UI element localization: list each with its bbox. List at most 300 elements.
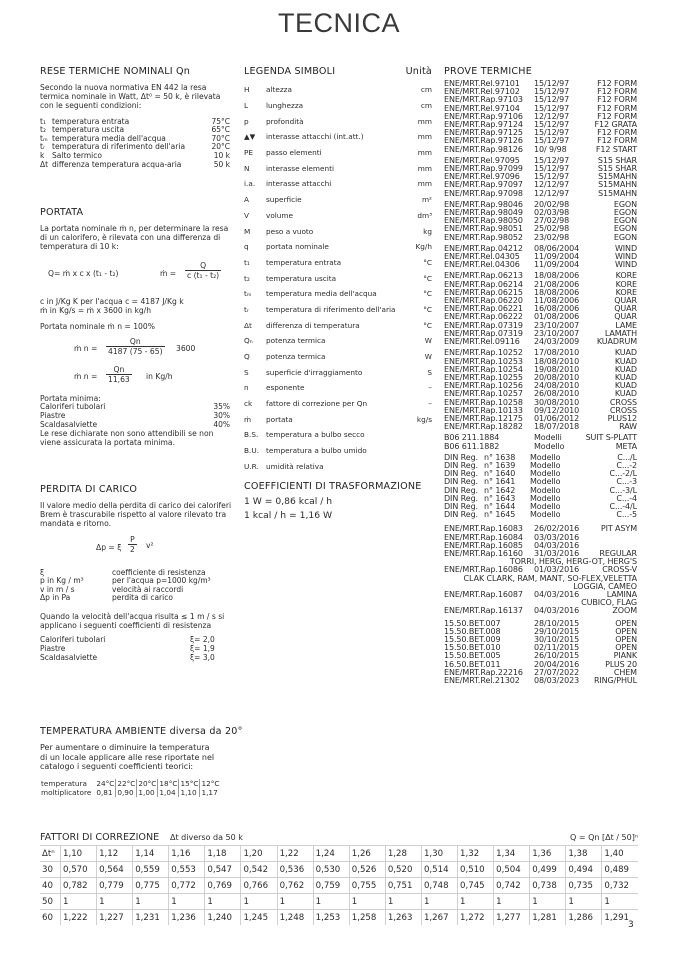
report-model: KUAD: [614, 389, 637, 399]
note-line: applicano i seguenti coefficienti di resistenza: [40, 621, 212, 631]
legenda-unit: m²: [421, 195, 432, 205]
fattori-dt: 30: [40, 862, 61, 878]
report-id: ENE/MRT.Rap.98126: [444, 144, 523, 154]
legenda-row: [244, 176, 432, 192]
portata-intro: [40, 224, 240, 252]
legenda-unit: dm³: [417, 210, 432, 220]
report-model: KORE: [615, 287, 637, 297]
report-date: 26/08/2010: [534, 389, 580, 399]
legenda-label: temperatura a bulbo secco: [266, 430, 365, 440]
report-date: 10/ 9/98: [534, 144, 567, 154]
fattori-cell: 0,748: [421, 878, 457, 894]
din-number: n° 1638: [484, 452, 516, 462]
symbol: t₁: [40, 116, 46, 126]
legenda-label: umidità relativa: [266, 461, 324, 471]
report-model: RING/PHUL: [593, 676, 637, 686]
fattori-corner: Δtⁿ: [40, 846, 61, 862]
fattori-cell: 0,769: [205, 878, 241, 894]
report-date: 30/10/2015: [534, 635, 580, 644]
report-id: ENE/MRT.Rap.97099: [444, 164, 523, 174]
denominator: 4187 (75 - 65): [108, 347, 163, 357]
formula-lhs: ṁ n =: [74, 344, 98, 354]
legenda-symbol: Q: [244, 352, 250, 362]
report-id: B06 211.1884: [444, 433, 500, 443]
fattori-col-header: 1,24: [313, 846, 349, 862]
coefficienti-section: [244, 481, 434, 523]
fattori-cell: 0,542: [241, 862, 277, 878]
legenda-row: [244, 427, 432, 443]
prove-section: [444, 66, 637, 685]
fattori-cell: 1,286: [566, 910, 602, 926]
numerator: Qn: [106, 365, 132, 375]
report-model: EGON: [613, 199, 637, 209]
legenda-unit: S: [427, 367, 432, 377]
din-model-label: Modello: [530, 460, 561, 470]
fattori-row: [40, 894, 638, 910]
value: 50 k: [213, 159, 230, 169]
numerator: Qn: [106, 337, 165, 347]
prove-group: [444, 620, 637, 686]
report-id: ENE/MRT.Rap.10133: [444, 405, 523, 415]
report-date: 20/08/2010: [534, 372, 580, 382]
prove-heading: PROVE TERMICHE: [444, 66, 532, 77]
temp-cell: 24°C: [96, 778, 115, 788]
fattori-col-header: 1,18: [205, 846, 241, 862]
prove-row: [444, 423, 637, 431]
din-model: C...-4: [616, 493, 637, 503]
report-id: 15.50.BET.009: [444, 635, 501, 644]
fattori-cell: 0,526: [349, 862, 385, 878]
report-date: 04/03/2016: [534, 589, 580, 599]
fattori-row: [40, 878, 638, 894]
legenda-label: fattore di correzione per Qn: [266, 399, 368, 409]
fattori-cell: 0,547: [205, 862, 241, 878]
report-model: F12 FORM: [597, 136, 637, 146]
din-model-label: Modello: [530, 469, 561, 479]
legenda-row: [244, 129, 432, 145]
fattori-cell: 0,553: [169, 862, 205, 878]
legenda-symbol: B.S.: [244, 430, 259, 440]
prove-group: [444, 80, 637, 154]
report-id: ENE/MRT.Rap.10254: [444, 364, 523, 374]
report-model: CROSS: [609, 397, 637, 407]
symbol: Δp in Pa: [40, 593, 71, 603]
symbol: v in m / s: [40, 584, 75, 594]
fattori-col-header: 1,28: [385, 846, 421, 862]
report-model: CROSS-V: [602, 565, 637, 575]
report-models-extra: TORRI, HERG, HERG-OT, HERG'S: [509, 557, 637, 567]
report-date: 26/10/2015: [534, 651, 580, 661]
prove-row: [444, 146, 637, 154]
legenda-symbol: L: [244, 101, 249, 111]
legenda-unit: W: [424, 352, 432, 362]
fattori-heading: FATTORI DI CORREZIONE: [40, 832, 160, 843]
report-model: KORE: [615, 279, 637, 289]
symbol: ξ: [40, 567, 45, 577]
fattori-cell: 0,514: [421, 862, 457, 878]
report-model: F12 FORM: [597, 87, 637, 97]
perdita-intro: [40, 501, 240, 529]
report-date: 18/07/2018: [534, 422, 580, 432]
report-id: ENE/MRT.Rap.97098: [444, 188, 523, 198]
legenda-symbol: n: [244, 383, 249, 393]
din-model: C...-2: [616, 460, 637, 470]
report-model: F12 FORM: [597, 103, 637, 113]
report-date: 20/04/2016: [534, 659, 580, 669]
legenda-symbol: tₘ: [244, 289, 252, 299]
report-model: F12 FORM: [597, 95, 637, 105]
value: ξ= 2,0: [190, 635, 215, 645]
label: Scaldasalviette: [40, 652, 98, 662]
legenda-label: superficie d'irraggiamento: [266, 367, 363, 377]
formula-q: Q= ṁ x c x (t₁ - t₂): [48, 268, 119, 278]
fattori-cell: 1: [277, 894, 313, 910]
report-model: KUAD: [614, 348, 637, 358]
temp-cell: 18°C: [159, 778, 178, 788]
legenda-label: temperatura uscita: [266, 273, 337, 283]
min-row: [40, 421, 230, 430]
report-date: 23/10/2007: [534, 320, 580, 330]
formula-fraction: [106, 365, 132, 384]
report-id: ENE/MRT.Rap.97125: [444, 128, 523, 138]
fattori-col-header: 1,32: [458, 846, 494, 862]
report-model: PLUS 20: [605, 659, 637, 669]
report-date: 24/08/2010: [534, 381, 580, 391]
legenda-unit: °C: [423, 320, 432, 330]
fattori-cell: 0,779: [97, 878, 133, 894]
temp-cell: 22°C: [117, 778, 136, 788]
value: 10 k: [213, 150, 230, 160]
mult-cell: 1,10: [179, 788, 200, 797]
report-model: PLUS12: [607, 413, 637, 423]
portata-section: [40, 207, 240, 448]
fattori-cell: 1: [313, 894, 349, 910]
din-number: n° 1641: [484, 477, 516, 487]
legenda-row: [244, 396, 432, 412]
legenda-unit: [413, 443, 432, 459]
mult-row: [40, 788, 221, 797]
fattori-cell: 1: [421, 894, 457, 910]
report-id: ENE/MRT.Rap.12175: [444, 413, 523, 423]
formula-fraction: [128, 535, 137, 554]
report-date: Modello: [534, 441, 565, 451]
legenda-row: [244, 98, 432, 114]
report-date: 15/12/97: [534, 164, 570, 174]
intro-line: Brem è trascurabile rispetto al valore rilevato tra: [40, 510, 227, 520]
legenda-unit: mm: [417, 116, 432, 126]
report-id: ENE/MRT.Rap.06220: [444, 296, 523, 306]
legenda-unit: cm: [420, 101, 432, 111]
report-date: 15/12/97: [534, 128, 570, 138]
report-id: ENE/MRT.Rap.97124: [444, 120, 523, 130]
din-model-label: Modello: [530, 452, 561, 462]
legenda-symbol: i.a.: [244, 179, 256, 189]
report-model: S15 SHAR: [597, 164, 637, 174]
legenda-symbol: ▲▼: [244, 132, 256, 142]
report-model: S15MAHN: [598, 188, 637, 198]
report-id: ENE/MRT.Rap.98049: [444, 208, 523, 218]
fattori-cell: 0,759: [313, 878, 349, 894]
fattori-cell: 0,775: [133, 878, 169, 894]
label: temperatura media dell'acqua: [52, 133, 166, 143]
report-id: 15.50.BET.008: [444, 626, 501, 636]
report-date: 11/09/2004: [534, 260, 580, 270]
report-date: 21/08/2006: [534, 279, 580, 289]
symbol: t₂: [40, 125, 46, 135]
report-date: 15/12/97: [534, 103, 570, 113]
c-definition: c in J/Kg K per l'acqua c = 4187 J/Kg k: [40, 296, 184, 306]
report-date: 12/12/97: [534, 111, 570, 121]
report-id: ENE/MRT.Rap.16083: [444, 524, 523, 534]
legenda-row: [244, 302, 432, 318]
legenda-label: altezza: [266, 85, 292, 95]
fattori-section: [40, 832, 638, 925]
report-model: META: [615, 441, 637, 451]
report-id: ENE/MRT.Rap.16137: [444, 606, 523, 616]
report-model: PIT ASYM: [600, 524, 637, 534]
report-model: WIND: [614, 243, 637, 253]
fattori-cell: 1: [61, 894, 97, 910]
report-id: ENE/MRT.Rap.04212: [444, 243, 523, 253]
fattori-cell: 1: [205, 894, 241, 910]
mult-cell: 1,00: [137, 788, 158, 797]
din-model: C...-3: [616, 477, 637, 487]
din-model-label: Modello: [530, 485, 561, 495]
fattori-cell: 1: [566, 894, 602, 910]
legenda-label: portata: [266, 414, 293, 424]
report-models-extra: CLAK CLARK, RAM, MANT, SO-FLEX,VELETTA: [463, 573, 637, 583]
legenda-symbol: ṁ: [244, 414, 252, 424]
din-reg: DIN Reg.: [444, 501, 478, 511]
report-model: S15MAHN: [598, 180, 637, 190]
legenda-symbol: tᵣ: [244, 304, 249, 314]
legenda-table: [244, 82, 432, 474]
temp-cell: 12°C: [201, 778, 220, 788]
report-date: 08/03/2023: [534, 676, 580, 686]
temp-cell: 20°C: [138, 778, 157, 788]
legenda-unit: Kg/h: [415, 242, 432, 252]
report-model: REGULAR: [599, 548, 637, 558]
report-date: 25/02/98: [534, 224, 570, 234]
fattori-cell: 0,520: [385, 862, 421, 878]
report-date: 27/07/2022: [534, 667, 580, 677]
fattori-cell: 1,291: [604, 912, 630, 923]
prove-list: [444, 80, 637, 685]
report-id: 16.50.BET.011: [444, 659, 501, 669]
report-model: F12 FORM: [597, 111, 637, 121]
fattori-col-header: 1,14: [133, 846, 169, 862]
legenda-symbol: ck: [244, 399, 253, 409]
report-date: 18/08/2010: [534, 356, 580, 366]
report-date: 12/12/97: [534, 180, 570, 190]
report-model: KUAD: [614, 381, 637, 391]
intro-line: Il valore medio della perdita di carico dei caloriferi: [40, 501, 232, 510]
report-id: ENE/MRT.Rap.22216: [444, 667, 523, 677]
fattori-cell: 1: [458, 894, 494, 910]
report-model: F12 FORM: [597, 79, 637, 88]
report-model: LAMATH: [604, 328, 637, 338]
legenda-unit: kg/s: [416, 414, 432, 424]
legenda-label: portata nominale: [266, 242, 329, 252]
perdita-heading: PERDITA DI CARICO: [40, 484, 138, 495]
fattori-cell: 0,745: [458, 878, 494, 894]
legenda-label: temperatura entrata: [266, 257, 342, 267]
report-id: ENE/MRT.Rel.04305: [444, 252, 520, 262]
report-id: 15.50.BET.007: [444, 618, 501, 628]
report-date: 15/12/97: [534, 95, 570, 105]
coeff-row: [40, 654, 228, 663]
legenda-label: potenza termica: [266, 352, 326, 362]
fattori-dt: 40: [40, 878, 61, 894]
report-id: ENE/MRT.Rap.98052: [444, 232, 523, 242]
fattori-cell: 0,751: [385, 878, 421, 894]
fattori-col-header: 1,16: [169, 846, 205, 862]
legenda-symbol: U.R.: [244, 461, 259, 471]
label: Piastre: [40, 643, 66, 653]
fattori-cell: 1,281: [530, 910, 566, 926]
fattori-col-header: 1,22: [277, 846, 313, 862]
report-id: ENE/MRT.Rap.10258: [444, 397, 523, 407]
din-model: C...-4/L: [609, 501, 637, 511]
legenda-unit: °C: [423, 304, 432, 314]
din-number: n° 1642: [484, 485, 516, 495]
fattori-cell: 1,248: [277, 910, 313, 926]
din-reg: DIN Reg.: [444, 460, 478, 470]
fattori-cell: 1: [385, 894, 421, 910]
formula-tail: 3600: [176, 344, 196, 354]
report-date: 15/12/97: [534, 155, 570, 165]
report-date: 30/08/2010: [534, 397, 580, 407]
intro-line: Per aumentare o diminuire la temperatura: [40, 743, 210, 752]
report-date: 15/12/97: [534, 136, 570, 146]
report-date: 28/10/2015: [534, 618, 580, 628]
fattori-cell: 0,499: [530, 862, 566, 878]
coefficienti-heading: COEFFICIENTI DI TRASFORMAZIONE: [244, 481, 422, 492]
report-id: ENE/MRT.Rap.16086: [444, 565, 523, 575]
prove-row: [444, 261, 637, 269]
denominator: 2: [130, 544, 135, 554]
report-id: ENE/MRT.Rap.16084: [444, 532, 523, 542]
formula-lhs: ṁ n =: [74, 372, 98, 382]
report-model: WIND: [614, 252, 637, 262]
value: 20°C: [211, 142, 230, 152]
report-id: 15.50.BET.010: [444, 643, 501, 653]
legenda-label: temperatura media dell'acqua: [266, 289, 377, 299]
fattori-cell: 1,231: [133, 910, 169, 926]
report-model: LAME: [615, 320, 637, 330]
fattori-cell: 1,253: [313, 910, 349, 926]
din-reg: DIN Reg.: [444, 477, 478, 487]
report-model: F12 START: [595, 144, 637, 154]
report-model: EGON: [613, 232, 637, 242]
fattori-cell: 1: [530, 894, 566, 910]
fattori-cell: 0,510: [458, 862, 494, 878]
fattori-cell: 0,494: [566, 862, 602, 878]
symbol: p in Kg / m³: [40, 576, 84, 586]
report-model: OPEN: [615, 618, 637, 628]
rese-intro: [40, 83, 240, 111]
label: Caloriferi tubolari: [40, 402, 106, 412]
din-number: n° 1643: [484, 493, 516, 503]
rese-intro-line: con le seguenti condizioni:: [40, 101, 142, 111]
report-model: KUAD: [614, 372, 637, 382]
legenda-label: passo elementi: [266, 148, 322, 158]
legenda-row: [244, 208, 432, 224]
fattori-cell: 0,755: [349, 878, 385, 894]
din-model: C...-2/L: [609, 469, 637, 479]
coeff-table: [40, 636, 228, 662]
perdita-section: [40, 484, 240, 662]
numerator: Q: [185, 261, 221, 271]
din-reg: DIN Reg.: [444, 452, 478, 462]
velocity-note: [40, 612, 240, 630]
fattori-col-header: 1,40: [602, 846, 638, 862]
report-model: [590, 534, 637, 542]
report-date: 02/11/2015: [534, 643, 580, 653]
fattori-col-header: 1,36: [530, 846, 566, 862]
fattori-cell: 0,742: [494, 878, 530, 894]
report-id: ENE/MRT.Rap.10255: [444, 372, 523, 382]
fattori-col-header: 1,12: [97, 846, 133, 862]
description: perdita di carico: [112, 593, 173, 603]
fattori-row: [40, 862, 638, 878]
temp-row: [40, 779, 221, 788]
description: per l'acqua p=1000 kg/m³: [112, 576, 211, 586]
report-date: 15/12/97: [534, 79, 570, 88]
report-model: EGON: [613, 216, 637, 226]
report-model: OPEN: [615, 643, 637, 653]
report-date: 15/12/97: [534, 87, 570, 97]
legenda-unit: cm: [420, 85, 432, 95]
report-date: 11/08/2006: [534, 296, 580, 306]
denominator: c (t₁ - t₂): [187, 270, 220, 280]
prove-group: [444, 245, 637, 270]
label: temperatura di riferimento dell'aria: [52, 142, 186, 152]
report-date: 26/02/2016: [534, 524, 580, 534]
report-date: 19/08/2010: [534, 364, 580, 374]
report-date: 23/10/2007: [534, 328, 580, 338]
value: 75°C: [211, 116, 230, 126]
din-number: n° 1640: [484, 469, 516, 479]
report-model: EGON: [613, 224, 637, 234]
fattori-row: [40, 910, 638, 926]
legenda-heading: LEGENDA SIMBOLI: [244, 66, 336, 77]
label: Caloriferi tubolari: [40, 635, 106, 645]
legenda-row: [244, 82, 432, 98]
legenda-label: interasse attacchi (int.att.): [266, 132, 364, 142]
fattori-col-header: 1,10: [61, 846, 97, 862]
m-definition: ṁ in Kg/s = ṁ x 3600 in kg/h: [40, 305, 152, 315]
report-date: 02/03/98: [534, 208, 570, 218]
report-model: QUAR: [614, 296, 637, 306]
formula-mn-1: [40, 337, 240, 361]
fattori-cell: 0,766: [241, 878, 277, 894]
ambiente-table: [40, 779, 221, 797]
fattori-cell: 0,504: [494, 862, 530, 878]
report-id: ENE/MRT.Rel.09116: [444, 337, 520, 347]
value: 35%: [213, 402, 230, 412]
mult-cell: 0,90: [116, 788, 137, 797]
formula-tail: in Kg/h: [146, 372, 173, 382]
legenda-symbol: S: [244, 367, 249, 377]
fattori-cell: 1,222: [61, 910, 97, 926]
report-date: 29/10/2015: [534, 626, 580, 636]
legenda-unit: °C: [423, 273, 432, 283]
intro-line: catalogo i seguenti coefficienti teorici:: [40, 762, 194, 772]
legenda-unit: –: [428, 383, 432, 393]
legenda-row: [244, 459, 432, 475]
fattori-cell: 0,732: [602, 878, 638, 894]
